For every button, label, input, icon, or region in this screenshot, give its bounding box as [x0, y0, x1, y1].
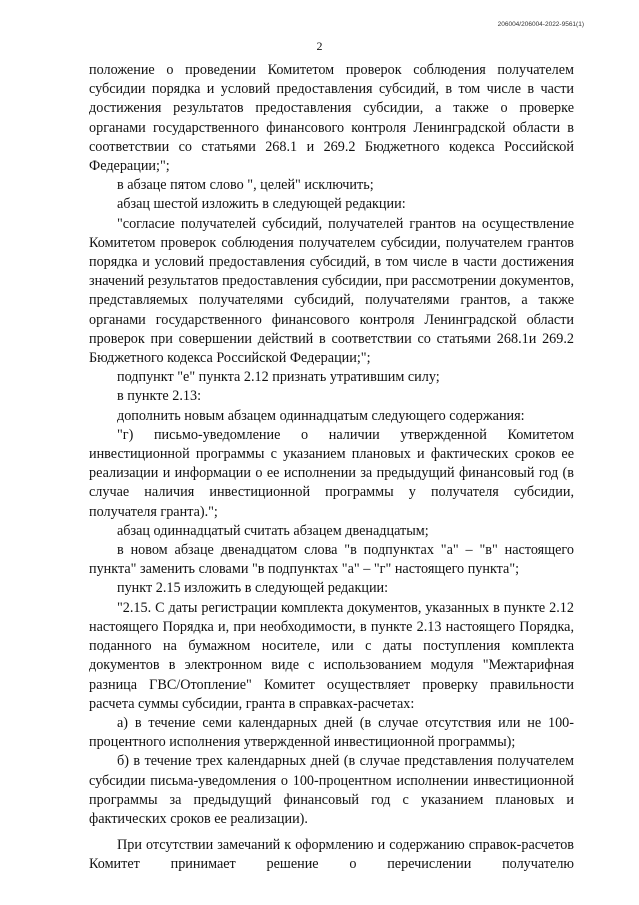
document-id: 206004/206004-2022-9561(1): [497, 21, 584, 28]
page-number: 2: [316, 39, 323, 53]
paragraph: подпункт "е" пункта 2.12 признать утратившим силу;: [117, 369, 440, 386]
paragraph: "2.15. С даты регистрации комплекта документов, указанных в пункте 2.12 настоящего Порядка и, при необходимости, в пункте 2.13 настоящего Порядка, поданного на бумажном носителе, или с даты поступления комплекта документов в электронном виде с использованием модуля "Межтарифная разница ГВС/Отопление" Комитет осуществляет проверку правильности расчета суммы субсидии, гранта в справках-расчетах:: [89, 599, 574, 712]
paragraph: абзац шестой изложить в следующей редакции:: [117, 196, 406, 213]
paragraph: "согласие получателей субсидий, получателей грантов на осуществление Комитетом проверок соблюдения получателем субсидии, получателем грантов порядка и условий предоставления субсидий, в том числе в части достижения значений результатов предоставления субсидии, при рассмотрении документов, представляемых получателями субсидий, получателями грантов, а также органами государственного финансового контроля Ленинградской области проверок при совершении действий в соответствии со статьями 268.1и 269.2 Бюджетного кодекса Российской Федерации;";: [89, 215, 574, 367]
paragraph: положение о проведении Комитетом проверок соблюдения получателем субсидии порядка и условий предоставления субсидий, в том числе в части достижения результатов предоставления субсидии, а также о проверке органами государственного финансового контроля Ленинградской области в соответствии со статьями 268.1 и 269.2 Бюджетного кодекса Российской Федерации;";: [89, 62, 574, 175]
paragraph: пункт 2.15 изложить в следующей редакции:: [117, 580, 389, 597]
paragraph: б) в течение трех календарных дней (в случае представления получателем субсидии письма-уведомления о 100-процентном исполнении инвестиционной программы за предыдущий финансовый год с указанием плановых и фактических сроков ее реализации).: [89, 753, 574, 827]
paragraph: дополнить новым абзацем одиннадцатым следующего содержания:: [117, 407, 525, 424]
paragraph: в новом абзаце двенадцатом слова "в подпунктах "а" – "в" настоящего пункта" заменить словами "в подпунктах "а" – "г" настоящего пункта";: [89, 542, 574, 578]
paragraph: в пункте 2.13:: [117, 388, 202, 405]
paragraph: "г) письмо-уведомление о наличии утвержденной Комитетом инвестиционной программы с указанием плановых и фактических сроков ее реализации и информации о ее исполнении за предыдущий финансовый год (в случае наличия инвестиционной программы у получателя субсидии, получателя гранта).";: [89, 426, 574, 520]
paragraph: а) в течение семи календарных дней (в случае отсутствия или не 100-процентного исполнения утвержденной инвестиционной программы);: [89, 714, 574, 751]
paragraph: При отсутствии замечаний к оформлению и содержанию справок-расчетов Комитет принимает решение о перечислении получателю: [89, 837, 574, 873]
document-body: [89, 61, 574, 875]
paragraph: в абзаце пятом слово ", целей" исключить;: [117, 177, 374, 194]
paragraph: абзац одиннадцатый считать абзацем двенадцатым;: [117, 522, 429, 539]
